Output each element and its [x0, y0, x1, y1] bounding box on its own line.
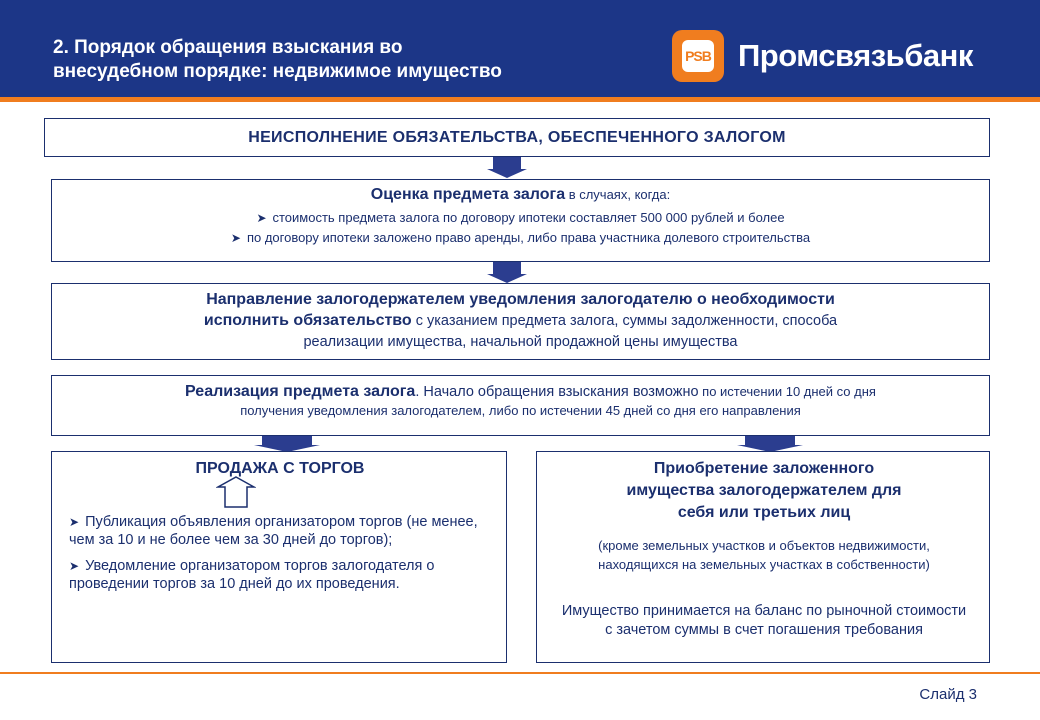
- evaluation-title-suffix: в случаях, когда:: [565, 187, 671, 202]
- realization-line2: получения уведомления залогодателем, либо по истечении 45 дней со дня его направления: [240, 403, 801, 418]
- slide-title: [53, 36, 613, 84]
- acquisition-balance: Имущество принимается на баланс по рыночной стоимости с зачетом суммы в счет погашения требования: [561, 603, 967, 638]
- logo-text: Промсвязьбанк: [738, 38, 973, 73]
- acquisition-title-line1: Приобретение заложенного: [653, 460, 875, 477]
- arrow-down-icon: [493, 157, 521, 178]
- logo-mark-text: PSB: [682, 40, 714, 72]
- slide-title-line2: внесудебном порядке: недвижимое имущество: [53, 61, 502, 82]
- bullet-arrow-icon: ➤: [230, 231, 241, 245]
- auction-bullet-1: Публикация объявления организатором торгов (не менее, чем за 10 и не более чем за 30 дней до торгов);: [69, 514, 478, 548]
- psb-logo-icon: [672, 30, 724, 82]
- footer-divider: [0, 672, 1040, 674]
- bullet-arrow-icon: ➤: [69, 559, 80, 573]
- notice-line2-rest: с указанием предмета залога, суммы задолженности, способа: [411, 313, 838, 329]
- default-box: [44, 118, 990, 157]
- bullet-arrow-icon: ➤: [256, 211, 267, 225]
- acquisition-note: (кроме земельных участков и объектов недвижимости, находящихся на земельных участках в собственности): [598, 538, 930, 572]
- auction-bullet-2: Уведомление организатором торгов залогодателя о проведении торгов за 10 дней до их проведения.: [69, 558, 435, 592]
- acquisition-title-line3: себя или третьих лиц: [677, 504, 851, 521]
- evaluation-box: [51, 179, 990, 262]
- realization-mid: . Начало обращения взыскания возможно: [415, 384, 699, 400]
- evaluation-bullet-1: стоимость предмета залога по договору ипотеки составляет 500 000 рублей и более: [272, 210, 785, 225]
- acquisition-title-line2: имущества залогодержателем для: [626, 482, 902, 499]
- realization-rest: по истечении 10 дней со дня: [698, 384, 876, 399]
- auction-sale-title: ПРОДАЖА С ТОРГОВ: [195, 460, 365, 477]
- arrow-down-icon: [493, 262, 521, 283]
- slide-number: Слайд 3: [919, 686, 977, 703]
- slide-title-line1: 2. Порядок обращения взыскания во: [53, 37, 403, 58]
- notice-line3: реализации имущества, начальной продажной цены имущества: [303, 334, 738, 350]
- notice-line2-bold: исполнить обязательство: [203, 312, 412, 329]
- arrow-down-right-icon: [745, 436, 795, 452]
- realization-box: [51, 375, 990, 436]
- bullet-arrow-icon: ➤: [69, 515, 80, 529]
- header-accent-stripe: [0, 97, 1040, 102]
- list-item: [69, 513, 489, 549]
- arrow-down-left-icon: [262, 436, 312, 452]
- acquisition-box: [536, 451, 990, 663]
- evaluation-bullet-2: по договору ипотеки заложено право аренды, либо права участника долевого строительства: [246, 230, 811, 245]
- acquisition-title: [537, 458, 991, 524]
- evaluation-title: Оценка предмета залога: [370, 186, 566, 203]
- list-item: [69, 557, 489, 593]
- arrow-up-outline-icon: [216, 476, 256, 508]
- notice-line1: Направление залогодержателем уведомления залогодателю о необходимости: [206, 291, 835, 308]
- default-box-text: НЕИСПОЛНЕНИЕ ОБЯЗАТЕЛЬСТВА, ОБЕСПЕЧЕННОГО ЗАЛОГОМ: [248, 128, 786, 146]
- notice-box: [51, 283, 990, 360]
- auction-sale-list: [69, 513, 489, 601]
- realization-title: Реализация предмета залога: [185, 383, 416, 400]
- bank-logo: [672, 30, 973, 82]
